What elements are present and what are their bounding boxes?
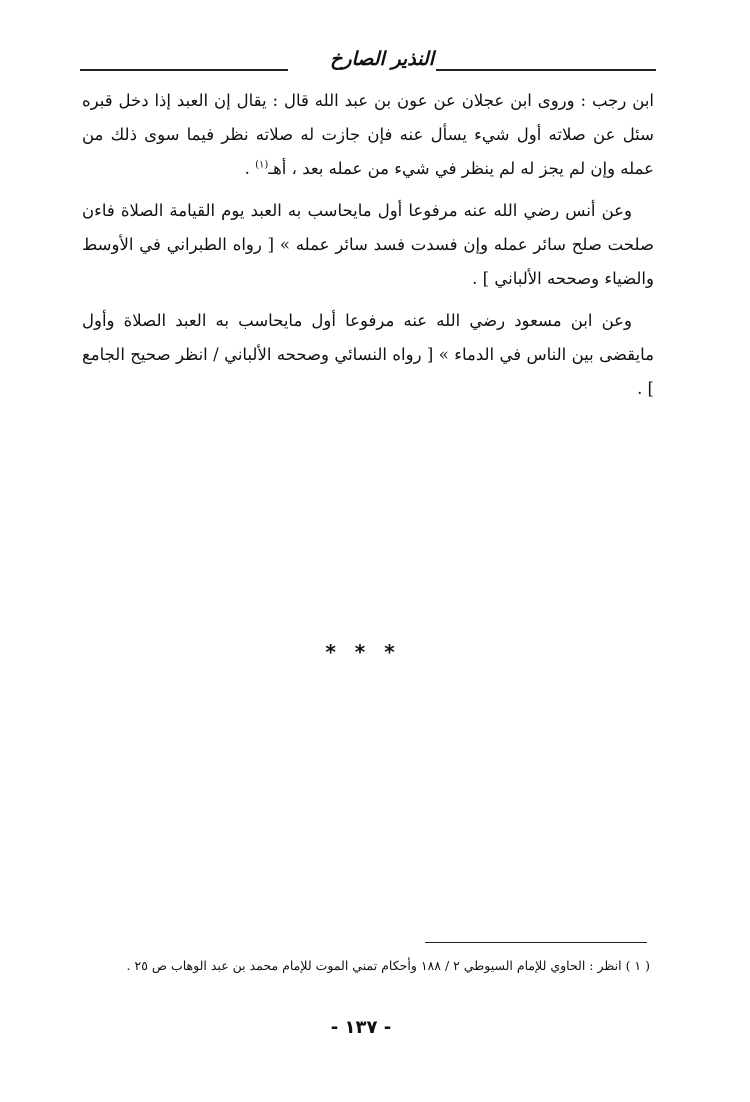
paragraph-3-text: وعن ابن مسعود رضي الله عنه مرفوعا أول مايحاسب به العبد الصلاة وأول مايقضى بين الناس في الدماء » [ رواه النسائي وصححه الألباني / انظر صحيح الجامع ] . xyxy=(82,311,654,398)
paragraph-3 xyxy=(82,304,654,406)
page-number: - ١٣٧ - xyxy=(330,1017,392,1038)
running-header-title: النذير الصارخ xyxy=(330,48,434,70)
running-header xyxy=(80,48,656,78)
paragraph-1-text: ابن رجب : وروى ابن عجلان عن عون بن عبد الله قال : يقال إن العبد إذا دخل قبره سئل عن صلاته أول شيء يسأل عنه فإن جازت له صلاته نظر فيما سوى ذلك من عمله وإن لم يجز له لم ينظر في شيء من عمله بعد ، أهـ xyxy=(82,91,654,178)
section-separator: * * * xyxy=(325,640,401,664)
paragraph-1-end: . xyxy=(244,159,256,178)
footnote: ( ١ ) انظر : الحاوي للإمام السيوطي ٢ / ١٨٨ وأحكام تمني الموت للإمام محمد بن عبد الوهاب ص ٢٥ . xyxy=(126,958,650,973)
footnote-reference: (١) xyxy=(255,159,269,171)
paragraph-2-text: وعن أنس رضي الله عنه مرفوعا أول مايحاسب به العبد يوم القيامة الصلاة فاءن صلحت صلح سائر عمله وإن فسدت فسد سائر عمله » [ رواه الطبراني في الأوسط والضياء وصححه الألباني ] . xyxy=(82,201,654,288)
main-text xyxy=(82,84,654,406)
paragraph-2 xyxy=(82,194,654,296)
header-rule-left xyxy=(80,69,288,71)
header-rule-right xyxy=(436,69,656,71)
footnote-divider xyxy=(425,942,647,943)
paragraph-1 xyxy=(82,84,654,186)
